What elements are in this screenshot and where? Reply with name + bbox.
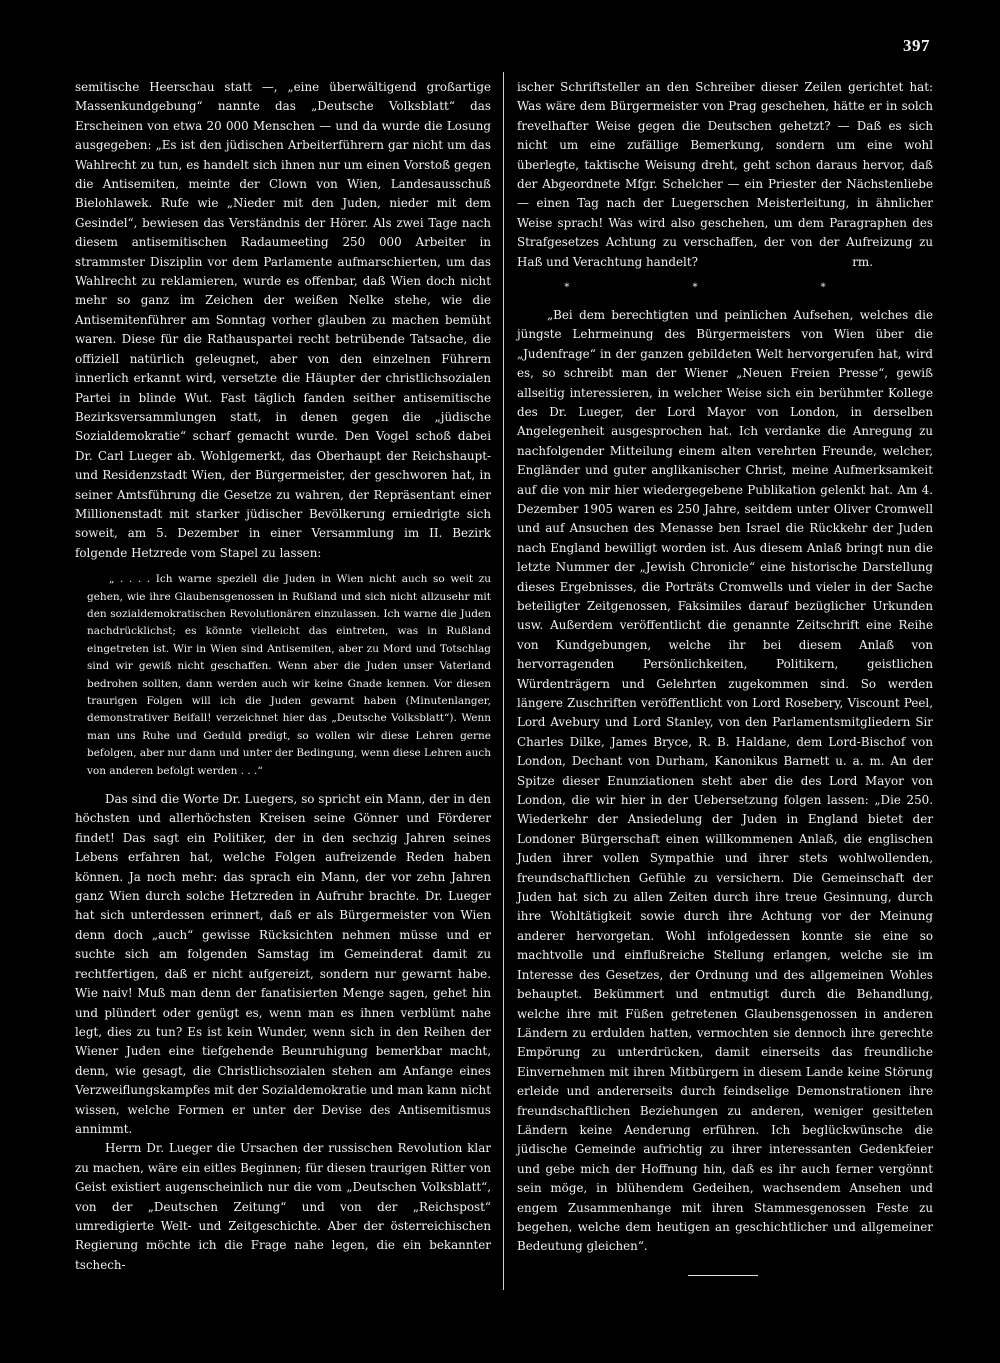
left-paragraph-2: Das sind die Worte Dr. Luegers, so spricht ein Mann, der in den höchsten und allerhöchsten Kreisen seine Gönner und Förderer findet! Das sagt ein Politiker, der in den sechzig Jahren seines Lebens erfahren hat, welche Folgen aufreizende Reden haben können. Ja noch mehr: das sprach ein Mann, der vor zehn Jahren ganz Wien durch solche Hetzreden in Aufruhr brachte. Dr. Lueger hat sich unterdessen erinnert, daß er als Bürgermeister von Wien denn doch „auch“ gewisse Rücksichten nehmen müsse und er suchte sich am folgenden Samstag im Gemeinderat damit zu rechtfertigen, daß er nicht aufgereizt, sondern nur gewarnt habe. Wie naiv! Muß man denn der fanatisierten Menge sagen, gehet hin und plündert oder genügt es, wenn man es ihnen verblümt nahe legt, dies zu tun? Es ist kein Wunder, wenn sich in den Reihen der Wiener Juden eine tiefgehende Beunruhigung bemerkbar macht, denn, wie gesagt, die Christlichsozialen stehen am Anfange eines Verzweiflungskampfes mit der Sozialdemokratie und man kann nicht wissen, welche Formen er unter der Devise des Antisemitismus annimmt. <box>75 792 491 1136</box>
right-column <box>517 78 933 1257</box>
right-paragraph-1: ischer Schriftsteller an den Schreiber dieser Zeilen gerichtet hat: Was wäre dem Bürgermeister von Prag geschehen, hätte er in solch frevelhafter Weise gegen die Deutschen gehetzt? — Daß es sich nicht um eine zufällige Bemerkung, sondern um eine wohl überlegte, taktische Weisung dreht, geht schon daraus hervor, daß der Abgeordnete Mfgr. Schelcher — ein Priester der Nächstenliebe — einen Tag nach der Luegerschen Meisterleitung, in ähnlicher Weise sprach! Was wird also geschehen, um dem Paragraphen des Strafgesetzes Achtung zu verschaffen, der von der Aufreizung zu Haß und Verachtung handelt? <box>517 80 933 269</box>
page-number: 397 <box>903 36 930 55</box>
left-column <box>75 78 491 1275</box>
lueger-speech-quote: „ . . . . Ich warne speziell die Juden in Wien nicht auch so weit zu gehen, wie ihre Glaubensgenossen in Rußland und sich nicht allzusehr mit den sozialdemokratischen Revolutionären einzulassen. Ich warne die Juden nachdrücklichst; es könnte vielleicht das eintreten, was in Rußland eingetreten ist. Wir in Wien sind Antisemiten, aber zu Mord und Totschlag sind wir gewiß nicht geschaffen. Wenn aber die Juden unser Vaterland bedrohen sollten, dann werden auch wir keine Gnade kennen. Vor diesen traurigen Folgen will ich die Juden gewarnt haben (Minutenlanger, demonstrativer Beifall! verzeichnet hier das „Deutsche Volksblatt“). Wenn man uns Ruhe und Geduld predigt, so wollen wir diese Lehren gerne befolgen, aber nur dann und unter der Bedingung, wenn diese Lehren auch von anderen befolgt werden . . .“ <box>87 573 492 777</box>
left-paragraph-3: Herrn Dr. Lueger die Ursachen der russischen Revolution klar zu machen, wäre ein eitles Beginnen; für diesen traurigen Ritter von Geist existiert augenscheinlich nur die vom „Deutschen Volksblatt“, von der „Deutschen Zeitung“ und von der „Reichspost“ umredigierte Welt- und Zeitgeschichte. Aber der österreichischen Regierung möchte ich die Frage nahe legen, die ein bekannter tschech- <box>75 1141 491 1272</box>
author-signature: rm. <box>852 255 873 270</box>
left-paragraph-1: semitische Heerschau statt —, „eine überwältigend großartige Massenkundgebung“ nannte das „Deutsche Volksblatt“ das Erscheinen von etwa 20 000 Menschen — und da wurde die Losung ausgegeben: „Es ist den jüdischen Arbeiterführern gar nicht um das Wahlrecht zu tun, es handelt sich ihnen nur um einen Vorstoß gegen die Antisemiten, meinte der Clown von Wien, Landesausschuß Bielohlawek. Rufe wie „Nieder mit den Juden, nieder mit dem Gesindel“, bewiesen das Verständnis der Hörer. Als zwei Tage nach diesem antisemitischen Radaumeeting 250 000 Arbeiter in strammster Disziplin vor dem Parlamente aufmarschierten, um das Wahlrecht zu reklamieren, wurde es offenbar, daß Wien doch nicht mehr so ganz im Zeichen der weißen Nelke stehe, wie die Antisemitenführer am Sonntag vorher glauben zu machen bemüht waren. Diese für die Rathauspartei recht betrübende Tatsache, die offiziell natürlich geleugnet, aber von den einzelnen Führern innerlich erkannt wird, versetzte die Häupter der christlichsozialen Partei in blinde Wut. Fast täglich fanden seither antisemitische Bezirksversammlungen statt, in denen gegen die „jüdische Sozialdemokratie“ scharf gemacht wurde. Den Vogel schoß dabei Dr. Carl Lueger ab. Wohlgemerkt, das Oberhaupt der Reichshaupt- und Residenzstadt Wien, der Bürgermeister, der geschworen hat, in seiner Amtsführung die Gesetze zu wahren, der Repräsentant einer Millionenstadt mit starker jüdischer Bevölkerung erniedrigte sich soweit, am 5. Dezember in einer Versammlung im II. Bezirk folgende Hetzrede vom Stapel zu lassen: <box>75 80 491 560</box>
right-paragraph-2: „Bei dem berechtigten und peinlichen Aufsehen, welches die jüngste Lehrmeinung des Bürgermeisters von Wien über die „Judenfrage“ in der ganzen gebildeten Welt hervorgerufen hat, wird es, so schreibt man der Wiener „Neuen Freien Presse“, gewiß allseitig interessieren, in welcher Weise sich ein berühmter Kollege des Dr. Lueger, der Lord Mayor von London, in derselben Angelegenheit ausgesprochen hat. Ich verdanke die Anregung zu nachfolgender Mitteilung einem alten verehrten Freunde, welcher, Engländer und guter anglikanischer Christ, meine Aufmerksamkeit auf die von mir hier wiedergegebene Publikation gelenkt hat. Am 4. Dezember 1905 waren es 250 Jahre, seitdem unter Oliver Cromwell und auf Ansuchen des Menasse ben Israel die Rückkehr der Juden nach England bewilligt worden ist. Aus diesem Anlaß bringt nun die letzte Nummer der „Jewish Chronicle“ eine historische Darstellung dieses Ergebnisses, die Porträts Cromwells und vieler in der Sache beteiligter Zeitgenossen, Faksimiles darauf bezüglicher Urkunden usw. Außerdem veröffentlicht die genannte Zeitschrift eine Reihe von Kundgebungen, welche ihr bei diesem Anlaß von hervorragenden Persönlichkeiten, Politikern, geistlichen Würdenträgern und Gelehrten zugekommen sind. So werden längere Zuschriften veröffentlicht von Lord Rosebery, Viscount Peel, Lord Avebury und Lord Stanley, von den Parlamentsmitgliedern Sir Charles Dilke, James Bryce, R. B. Haldane, dem Lord-Bischof von London, Dechant von Durham, Kanonikus Barnett u. a. m. An der Spitze dieser Enunziationen steht aber die des Lord Mayor von London, die wir hier in der Uebersetzung folgen lassen: „Die 250. Wiederkehr der Ansiedelung der Juden in England bietet der Londoner Bürgerschaft einen willkommenen Anlaß, die englischen Juden ihrer vollen Sympathie und ihrer stets wohlwollenden, freundschaftlichen Gefühle zu versichern. Die Gemeinschaft der Juden hat sich zu allen Zeiten durch ihre treue Gesinnung, durch ihre Wohltätigkeit sowie durch ihre Achtung vor der Meinung anderer hervorgetan. Wohl infolgedessen konnte sie eine so machtvolle und einflußreiche Stellung erlangen, welche sie im Interesse des Gesetzes, der Ordnung und des allgemeinen Wohles behauptet. Bekümmert und entmutigt durch die Behandlung, welche ihre mit Füßen getretenen Glaubensgenossen in anderen Ländern zu erdulden hatten, vermochten sie dennoch ihre gerechte Empörung zu unterdrücken, damit einerseits das freundliche Einvernehmen mit ihren Mitbürgern in diesem Lande keine Störung erleide und andererseits durch feindselige Demonstrationen ihre freundschaftlichen Beziehungen zu anderen, weniger gesitteten Ländern keine Aenderung erführen. Ich beglückwünsche die jüdische Gemeinde aufrichtig zu ihrer interessanten Gedenkfeier und gebe mich der Hoffnung hin, daß es ihr auch ferner vergönnt sein möge, in blühendem Gedeihen, wachsendem Ansehen und engem Zusammenhange mit ihren Stammesgenossen Feste zu begehen, welche dem heutigen an geschichtlicher und allgemeiner Bedeutung gleichen“. <box>517 307 933 1254</box>
section-ornament: * * * <box>564 282 886 294</box>
column-divider <box>503 72 504 1290</box>
end-rule <box>688 1275 758 1276</box>
